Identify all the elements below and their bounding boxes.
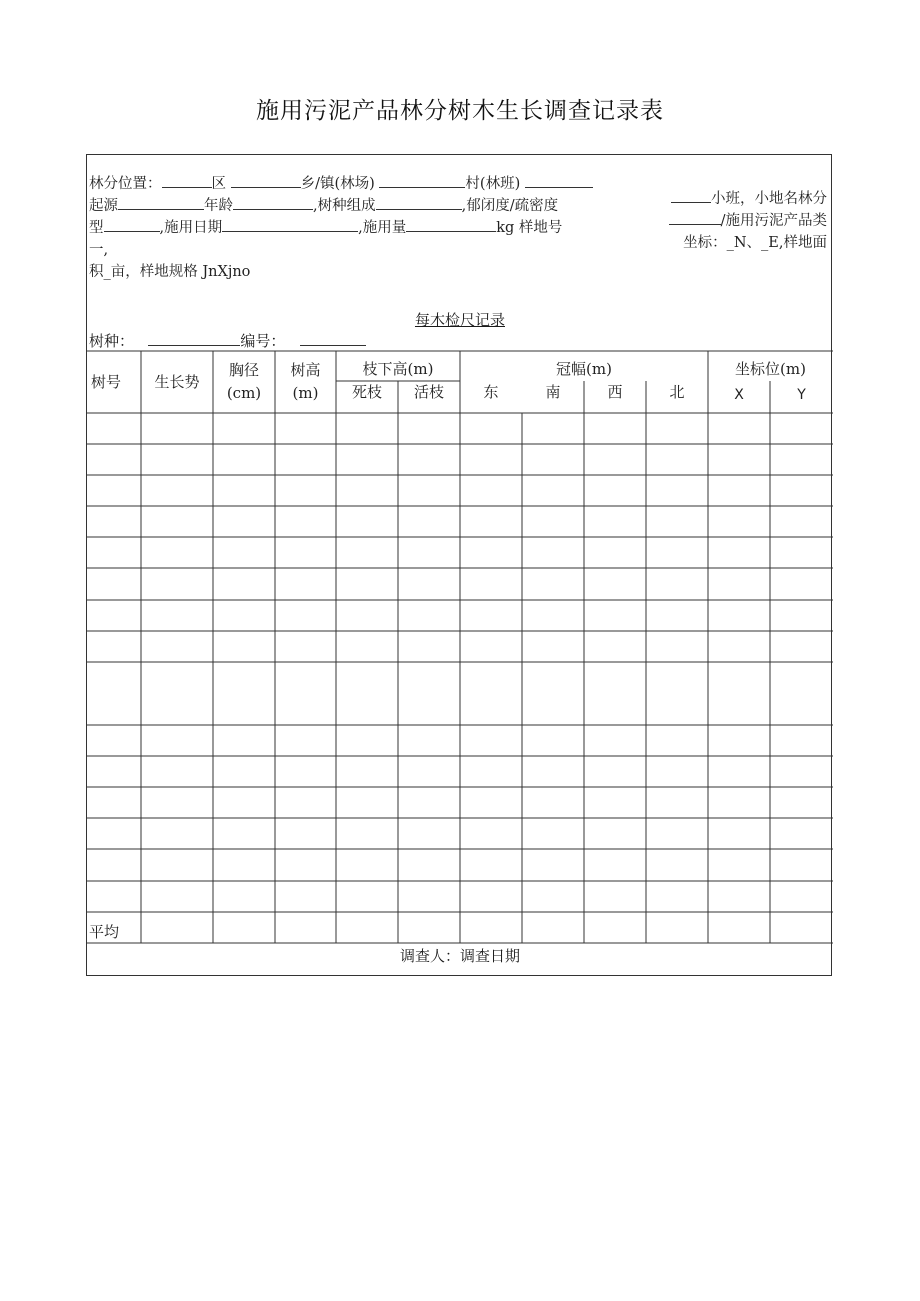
info-right-line2: /施用污泥产品类 [669, 210, 827, 232]
info-right-line1: 小班，小地名林分 [669, 188, 827, 210]
average-label: 平均 [89, 923, 120, 941]
info-line-four: 一, [89, 242, 109, 258]
header-height-unit: (m) [292, 384, 319, 402]
header-vigor: 生长势 [154, 373, 200, 391]
species-blank[interactable] [148, 331, 240, 346]
header-north: 北 [669, 383, 685, 401]
header-x: X [734, 387, 744, 403]
info-right-line3: 坐标：_N、_E,样地面 [683, 235, 827, 251]
info-line-type: 型 ,施用日期 ,施用量 kg 样地号 [89, 217, 649, 239]
date-blank[interactable] [222, 217, 358, 232]
header-branch-height: 枝下高(m) [362, 360, 434, 378]
page-title: 施用污泥产品林分树木生长调查记录表 [256, 98, 664, 124]
info-line-area: 积_亩，样地规格 JnXjno [89, 264, 251, 280]
header-dbh-unit: (cm) [226, 384, 262, 402]
info-right-block [669, 188, 827, 254]
info-line-location: 林分位置： 区 乡/镇(林场) 村(林班) [89, 173, 649, 195]
code-blank[interactable] [300, 331, 366, 346]
header-dead-branch: 死枝 [351, 383, 382, 401]
subclass-blank[interactable] [671, 188, 711, 203]
header-dbh: 胸径 [228, 361, 259, 379]
amount-blank[interactable] [406, 217, 496, 232]
age-blank[interactable] [233, 195, 313, 210]
header-live-branch: 活枝 [413, 383, 444, 401]
section-title: 每木检尺记录 [414, 311, 505, 329]
district-blank[interactable] [162, 173, 212, 188]
info-line-origin: 起源 年龄 ,树种组成 ,郁闭度/疏密度 [89, 195, 649, 217]
survey-form [86, 154, 832, 976]
village-blank[interactable] [379, 173, 465, 188]
header-y: Y [797, 387, 806, 403]
origin-blank[interactable] [118, 195, 204, 210]
composition-blank[interactable] [376, 195, 462, 210]
class-blank[interactable] [525, 173, 593, 188]
header-crown: 冠幅(m) [556, 360, 612, 378]
product-blank[interactable] [669, 210, 721, 225]
header-south: 南 [545, 383, 561, 401]
header-tree-no: 树号 [90, 373, 121, 391]
header-west: 西 [607, 383, 623, 401]
species-line: 树种： 编号： [89, 330, 366, 351]
type-blank[interactable] [104, 217, 160, 232]
header-east: 东 [483, 383, 499, 401]
town-blank[interactable] [231, 173, 301, 188]
header-coord: 坐标位(m) [735, 360, 806, 378]
footer-signature: 调查人：调查日期 [399, 947, 520, 965]
header-height: 树高 [290, 361, 321, 379]
info-block [89, 173, 649, 261]
